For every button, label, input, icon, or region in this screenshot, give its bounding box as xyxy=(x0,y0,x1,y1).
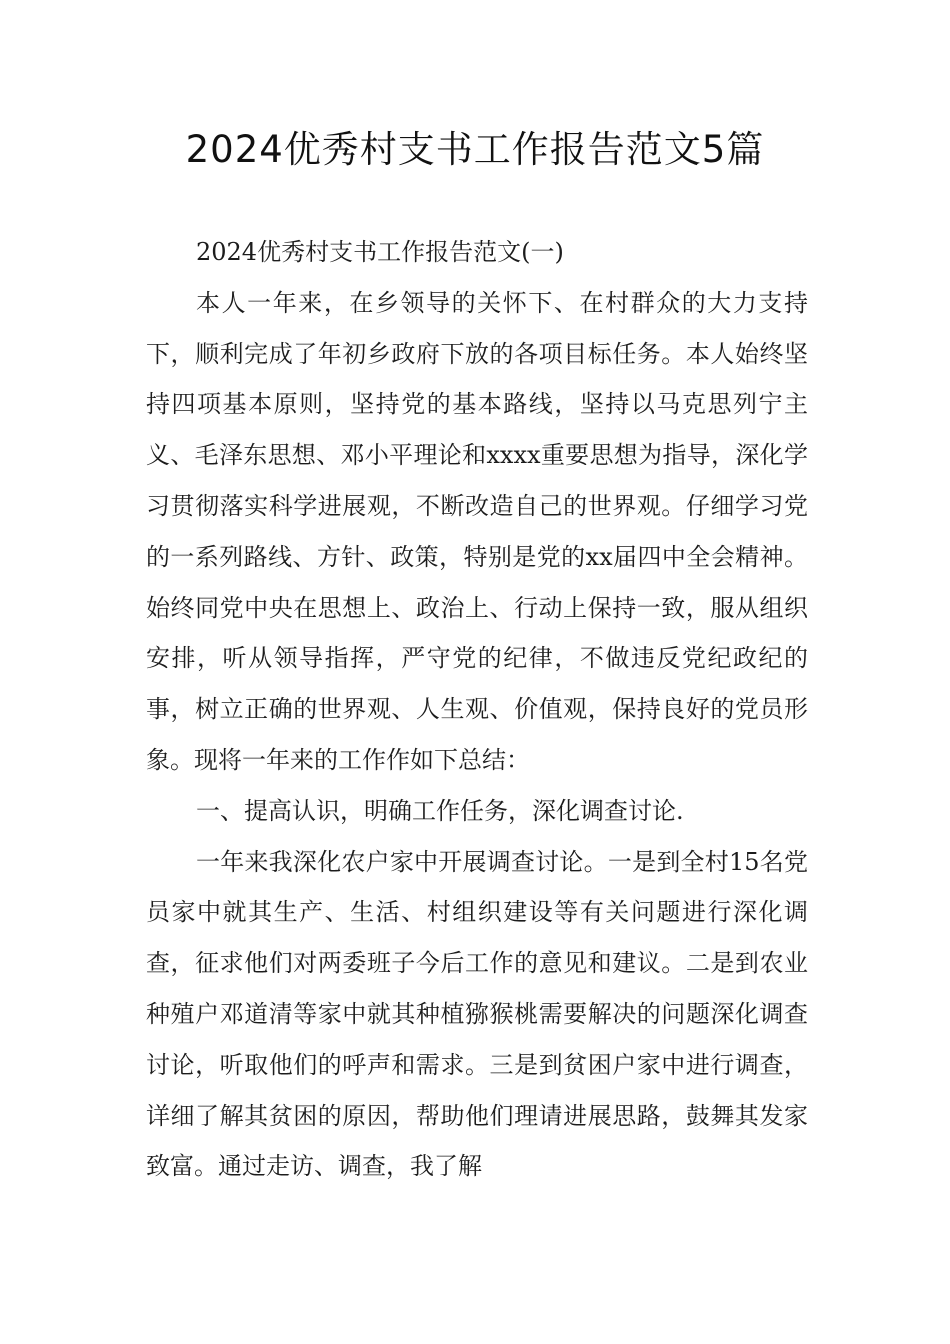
intro-paragraph: 本人一年来，在乡领导的关怀下、在村群众的大力支持下，顺利完成了年初乡政府下放的各项目标任务。本人始终坚持四项基本原则，坚持党的基本路线，坚持以马克思列宁主义、毛泽东思想、邓小平理论和xxxx重要思想为指导，深化学习贯彻落实科学进展观，不断改造自己的世界观。仔细学习党的一系列路线、方针、政策，特别是党的xx届四中全会精神。始终同党中央在思想上、政治上、行动上保持一致，服从组织安排，听从领导指挥，严守党的纪律，不做违反党纪政纪的事，树立正确的世界观、人生观、价值观，保持良好的党员形象。现将一年来的工作作如下总结： xyxy=(146,288,808,774)
section-title: 2024优秀村支书工作报告范文(一) xyxy=(196,238,564,266)
document-body xyxy=(146,227,808,1192)
body-paragraph-1: 一年来我深化农户家中开展调查讨论。一是到全村15名党员家中就其生产、生活、村组织建设等有关问题进行深化调查，征求他们对两委班子今后工作的意见和建议。二是到农业种殖户邓道清等家中就其种植猕猴桃需要解决的问题深化调查讨论，听取他们的呼声和需求。三是到贫困户家中进行调查，详细了解其贫困的原因，帮助他们理请进展思路，鼓舞其发家致富。通过走访、调查，我了解 xyxy=(146,847,808,1181)
section-heading-1: 一、提高认识，明确工作任务，深化调查讨论. xyxy=(196,796,684,825)
document-title: 2024优秀村支书工作报告范文5篇 xyxy=(185,128,765,171)
